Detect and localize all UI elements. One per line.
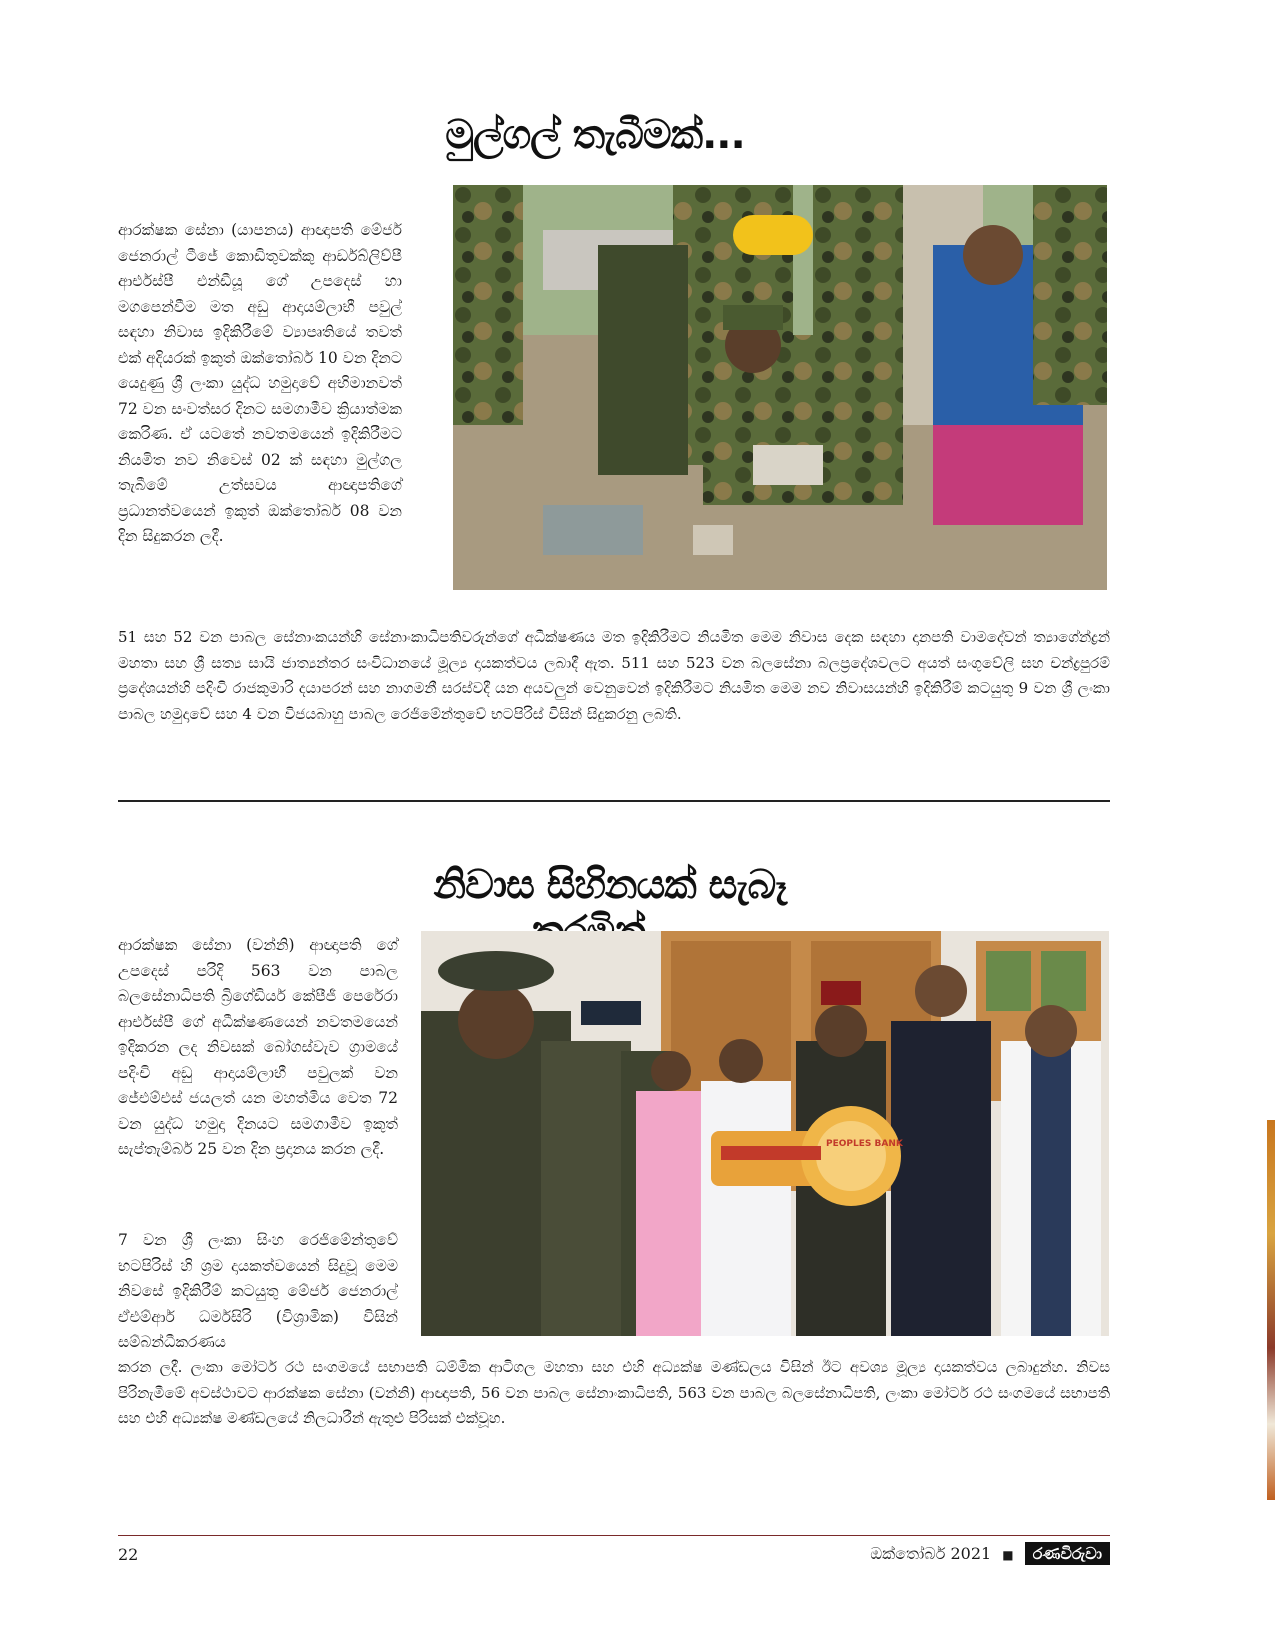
house-handover-photo <box>421 931 1109 1336</box>
article1-continuation: 51 සහ 52 වන පාබල සේනාංකයන්හි සේනාංකාධිපතිවරුන්ගේ අධීක්ෂණය මත ඉදිකිරීමට නියමිත මෙම නිවාස දෙක සඳහා දානපති වාමදේවන් ත්‍යාගේන්ද්‍රන් මහතා සහ ශ්‍රී සත්‍ය සායි ජාත්‍යන්තර සංවිධානයේ මූල්‍ය දායකත්වය ලබාදී ඇත. 511 සහ 523 වන බලසේනා බලප්‍රදේශවලට අයත් සංගුවේලි සහ චන්ද්‍රපුරම් ප්‍රදේශයන්හි පදිංචි රාජකුමාරි දයාපරන් සහ නාගමනී සරස්වදී යන අයවලුන් වෙනුවෙන් ඉදිකිරීමට නියමිත මෙම නව නිවාසයන්හි ඉදිකිරීම් කටයුතු 9 වන ශ්‍රී ලංකා පාබල හමුදාවේ සහ 4 වන විජයබාහු පාබල රෙජිමේන්තුවේ භටපිරිස් විසින් සිදුකරනු ලබති. <box>118 628 1110 723</box>
article2-lead: ආරක්ෂක සේනා (වන්නි) ආඥාපති ගේ උපදෙස් පරිදි 563 වන පාබල බලසේනාධිපති බ්‍රිගේඩියර් කේපීජී පෙරේරා ආර්එස්පී ගේ අධීක්ෂණයෙන් නවතමයෙන් ඉදිකරන ලද නිවසක් බෝගස්වැව ග්‍රාමයේ පදිංචි අඩු ආදායම්ලාභී පවුලක් වන ජේඑම්එස් ජයලත් යන මහත්මිය වෙත 72 වන යුද්ධ හමුදා දිනයට සමගාමීව ඉකුත් සැප්තැම්බර් 25 වන දින ප්‍රදානය කරන ලදී. <box>118 936 398 1158</box>
page-number: 22 <box>118 1545 139 1564</box>
article2-second: 7 වන ශ්‍රී ලංකා සිංහ රෙජිමේන්තුවේ භටපිරිස් හි ශ්‍රම දායකත්වයෙන් සිදුවූ මෙම නිවසේ ඉදිකිරීම් කටයුතු මේජර් ජෙනරාල් ඒඑම්ආර් ධර්මසිරි (විශ්‍රාමික) විසින් සම්බන්ධීකරණය <box>118 1231 398 1351</box>
footer-issue-group <box>800 1543 1110 1565</box>
footer-separator-icon: ■ <box>1002 1548 1014 1562</box>
key-label: PEOPLES BANK <box>826 1139 903 1149</box>
foundation-laying-photo <box>453 185 1107 590</box>
section-divider <box>118 800 1110 802</box>
magazine-logo: රණවිරුවා <box>1025 1542 1110 1565</box>
page-edge-strip <box>1267 1120 1275 1500</box>
issue-date: ඔක්තෝබර් 2021 <box>870 1544 992 1563</box>
article2-continuation: කරන ලදී. ලංකා මෝටර් රථ සංගමයේ සභාපති ධම්මික ආටිගල මහතා සහ එහි අධ්‍යක්ෂ මණ්ඩලය විසින් ඊට අවශ්‍ය මූල්‍ය දායකත්වය ලබාදුන්හ. නිවස පිරිනැමීමේ අවස්ථාවට ආරක්ෂක සේනා (වන්නි) ආඥාපති, 56 වන පාබල සේනාංකාධිපති, 563 වන පාබල බලසේනාධිපති, ලංකා මෝටර් රථ සංගමයේ සභාපති සහ එහි අධ්‍යක්ෂ මණ්ඩලයේ නිලධාරීන් ඇතුළු පිරිසක් එක්වූහ. <box>118 1358 1110 1427</box>
article1-lead: ආරක්ෂක සේනා (යාපනය) ආඥාපති මේජර් ජෙනරාල් ටීජේ කොඩිතුවක්කු ආර්ඩබ්ලිව්පී ආර්එස්පී එන්ඩීයූ ගේ උපදෙස් හා මගපෙන්වීම මත අඩු ආදායම්ලාභී පවුල් සඳහා නිවාස ඉදිකිරීමේ ව්‍යාපෘතියේ තවත් එක් අදියරක් ඉකුත් ඔක්තෝබර් 10 වන දිනට යෙදුණු ශ්‍රී ලංකා යුද්ධ හමුදාවේ අභිමානවත් 72 වන සංවත්සර දිනට සමගාමීව ක්‍රියාත්මක කෙරිණ. ඒ යටතේ නවතමයෙන් ඉදිකිරීමට නියමිත නව නිවෙස් 02 ක් සඳහා මුල්ගල තැබීමේ උත්සවය ආඥාපතිගේ ප්‍රධානත්වයෙන් ඉකුත් ඔක්තෝබර් 08 වන දින සිදුකරන ලදී. <box>118 221 402 545</box>
footer-rule <box>118 1535 1110 1536</box>
article2-title: නිවාස සිහිනයක් සැබෑ <box>433 862 787 908</box>
article1-title: මුල්ගල් තැබීමක්... <box>445 112 745 158</box>
